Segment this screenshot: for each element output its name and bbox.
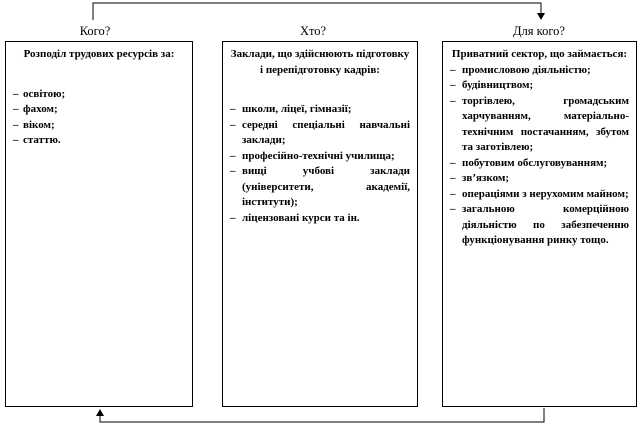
top-arrowhead [537,13,545,20]
training-institutions-box [222,41,418,407]
labour-distribution-box [5,41,193,407]
top-connector-line [93,3,541,20]
list-item: – торгівлею, громадським харчуванням, матеріально-технічним постачанням, збутом та заготівлею; [450,94,629,156]
private-sector-box [442,41,637,407]
list-item: – вищі учбові заклади (університети, академії, інститути); [230,164,410,211]
training-institutions-list [230,102,410,226]
training-institutions-title: Заклади, що здійснюють підготовку і перепідготовку кадрів: [230,48,410,76]
labour-distribution-title: Розподіл трудових ресурсів за: [23,48,175,60]
list-item: – операціями з нерухомим майном; [450,187,629,203]
list-item: – статтю. [13,133,185,149]
list-item: – зв’язком; [450,171,629,187]
bottom-arrowhead [96,409,104,416]
heading-for-whom: Для кого? [513,24,565,38]
bottom-connector-line [100,408,544,422]
list-item: – професійно-технічні училища; [230,149,410,165]
list-item: – побутовим обслуговуванням; [450,156,629,172]
list-item: – освітою; [13,87,185,103]
private-sector-list [450,63,629,249]
list-item: – віком; [13,118,185,134]
list-item: – фахом; [13,102,185,118]
labour-distribution-list [13,87,185,149]
heading-whom: Кого? [79,24,111,38]
heading-who: Хто? [299,24,327,38]
list-item: – школи, ліцеї, гімназії; [230,102,410,118]
list-item: – промисловою діяльністю; [450,63,629,79]
private-sector-title: Приватний сектор, що займається: [451,48,628,60]
list-item: – будівництвом; [450,78,629,94]
list-item: – загальною комерційною діяльністю по забезпеченню функціонування ринку тощо. [450,202,629,249]
list-item: – ліцензовані курси та ін. [230,211,410,227]
list-item: – середні спеціальні навчальні заклади; [230,118,410,149]
